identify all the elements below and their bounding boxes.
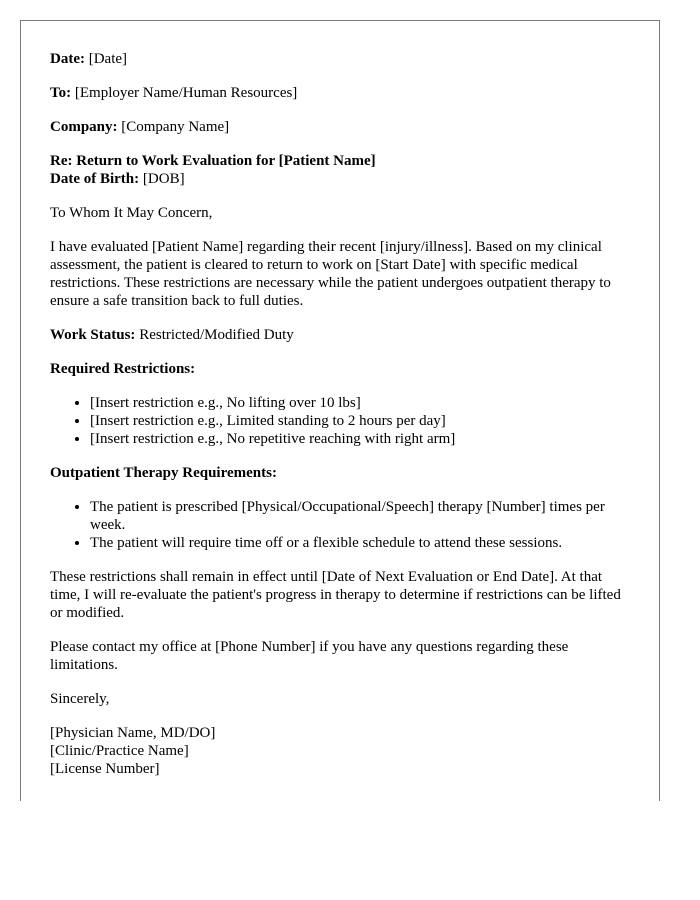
to-line — [50, 84, 631, 102]
work-status-line — [50, 326, 631, 344]
re-line: Re: Return to Work Evaluation for [Patient Name] — [50, 153, 376, 169]
letter-page — [20, 20, 660, 801]
date-line — [50, 50, 631, 68]
date-value: [Date] — [88, 51, 128, 67]
therapy-heading-text: Outpatient Therapy Requirements: — [50, 465, 277, 481]
dob-value: [DOB] — [142, 171, 185, 187]
company-label: Company: — [50, 119, 118, 135]
list-item: • [Insert restriction e.g., No repetitive reaching with right arm] — [90, 430, 631, 448]
clinic-name: [Clinic/Practice Name] — [50, 743, 189, 759]
list-item: • The patient is prescribed [Physical/Occupational/Speech] therapy [Number] times per week. — [90, 498, 631, 534]
restrictions-heading — [50, 360, 631, 378]
dob-label: Date of Birth: — [50, 171, 140, 187]
subject-block — [50, 152, 631, 188]
therapy-list — [50, 498, 631, 552]
physician-name: [Physician Name, MD/DO] — [50, 725, 216, 741]
to-value: [Employer Name/Human Resources] — [74, 85, 298, 101]
list-item: • The patient will require time off or a flexible schedule to attend these sessions. — [90, 534, 631, 552]
work-status-value: Restricted/Modified Duty — [139, 327, 294, 343]
to-label: To: — [50, 85, 72, 101]
company-line — [50, 118, 631, 136]
valediction: Sincerely, — [50, 691, 110, 707]
restrictions-heading-text: Required Restrictions: — [50, 361, 196, 377]
date-label: Date: — [50, 51, 85, 67]
work-status-label: Work Status: — [50, 327, 136, 343]
list-item: • [Insert restriction e.g., Limited standing to 2 hours per day] — [90, 412, 631, 430]
license-number: [License Number] — [50, 761, 160, 777]
signature-block — [50, 724, 631, 778]
company-value: [Company Name] — [121, 119, 230, 135]
therapy-heading — [50, 464, 631, 482]
restrictions-list — [50, 394, 631, 448]
intro-paragraph: I have evaluated [Patient Name] regarding their recent [injury/illness]. Based on my clinical assessment, the patient is cleared to return to work on [Start Date] with specific medical restrictions. These restrictions are necessary while the patient undergoes outpatient therapy to ensure a safe transition back to full duties. — [50, 239, 611, 309]
salutation: To Whom It May Concern, — [50, 205, 213, 221]
contact-paragraph: Please contact my office at [Phone Number] if you have any questions regarding these limitations. — [50, 639, 569, 673]
list-item: • [Insert restriction e.g., No lifting over 10 lbs] — [90, 394, 631, 412]
duration-paragraph: These restrictions shall remain in effect until [Date of Next Evaluation or End Date]. At that time, I will re-evaluate the patient's progress in therapy to determine if restrictions can be lifted or modified. — [50, 569, 621, 621]
